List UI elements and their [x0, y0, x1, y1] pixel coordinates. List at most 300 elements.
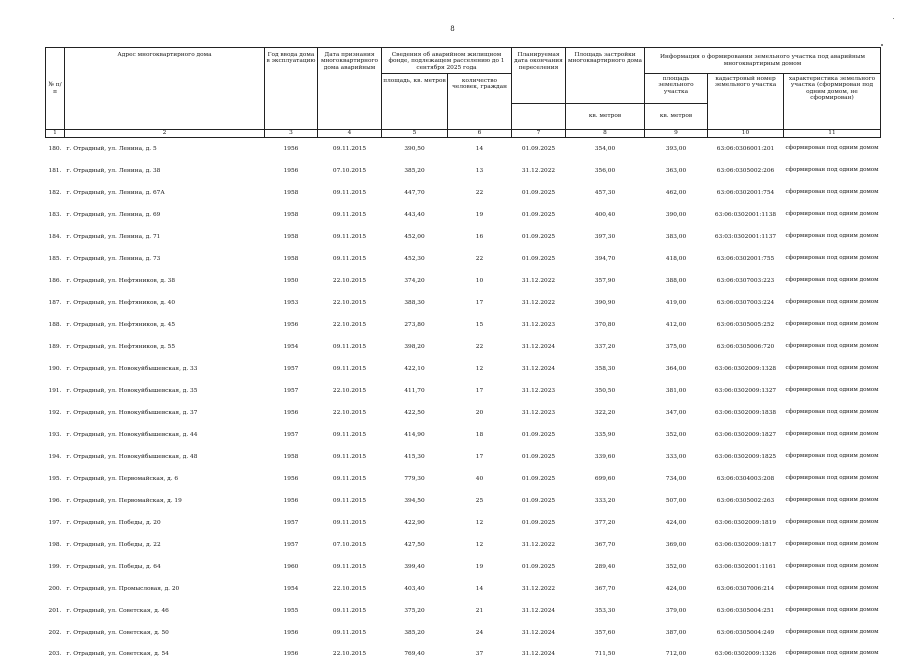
recognition-date-cell: 09.11.2015: [318, 468, 382, 490]
area-cell: 375,20: [382, 600, 448, 622]
table-row: [46, 292, 881, 314]
cadastral-cell: 63:06:0304003:208: [708, 468, 784, 490]
cadastral-cell: 63:06:0302009:1328: [708, 358, 784, 380]
resettle-date-cell: 31.12.2022: [512, 534, 566, 556]
row-number: 187.: [46, 292, 65, 314]
land-char-cell: сформирован под одним домом: [784, 314, 881, 336]
land-char-cell: сформирован под одним домом: [784, 578, 881, 600]
recognition-date-cell: 22.10.2015: [318, 314, 382, 336]
cadastral-cell: 63:06:0302009:1327: [708, 380, 784, 402]
build-area-cell: 377,20: [566, 512, 645, 534]
address-cell: г. Отрадный, ул. Ленина, д. 69: [65, 204, 265, 226]
build-area-cell: 367,70: [566, 578, 645, 600]
row-number: 203.: [46, 644, 65, 664]
people-cell: 18: [448, 424, 512, 446]
table-row: [46, 160, 881, 182]
year-cell: 1957: [265, 512, 318, 534]
land-char-cell: сформирован под одним домом: [784, 270, 881, 292]
build-area-cell: 357,90: [566, 270, 645, 292]
recognition-date-cell: 09.11.2015: [318, 490, 382, 512]
row-number: 189.: [46, 336, 65, 358]
people-cell: 22: [448, 182, 512, 204]
recognition-date-cell: 09.11.2015: [318, 622, 382, 644]
year-cell: 1956: [265, 490, 318, 512]
cadastral-cell: 63:06:0305005:252: [708, 314, 784, 336]
cadastral-cell: 63:06:0302001:1161: [708, 556, 784, 578]
address-cell: г. Отрадный, ул. Советская, д. 54: [65, 644, 265, 664]
table-row: [46, 380, 881, 402]
year-cell: 1957: [265, 534, 318, 556]
address-cell: г. Отрадный, ул. Советская, д. 46: [65, 600, 265, 622]
people-cell: 19: [448, 556, 512, 578]
row-number: 181.: [46, 160, 65, 182]
year-cell: 1957: [265, 424, 318, 446]
people-cell: 14: [448, 578, 512, 600]
year-cell: 1958: [265, 226, 318, 248]
recognition-date-cell: 22.10.2015: [318, 402, 382, 424]
build-area-cell: 457,30: [566, 182, 645, 204]
build-area-cell: 339,60: [566, 446, 645, 468]
year-cell: 1957: [265, 358, 318, 380]
area-cell: 399,40: [382, 556, 448, 578]
header-land-area: площадь земельного участка: [645, 74, 708, 104]
cadastral-cell: 63:06:0305004:251: [708, 600, 784, 622]
row-number: 201.: [46, 600, 65, 622]
build-area-cell: 333,20: [566, 490, 645, 512]
recognition-date-cell: 07.10.2015: [318, 160, 382, 182]
recognition-date-cell: 09.11.2015: [318, 512, 382, 534]
table-row: [46, 622, 881, 644]
address-cell: г. Отрадный, ул. Победы, д. 64: [65, 556, 265, 578]
row-number: 185.: [46, 248, 65, 270]
area-cell: 398,20: [382, 336, 448, 358]
address-cell: г. Отрадный, ул. Нефтяников, д. 45: [65, 314, 265, 336]
resettle-date-cell: 01.09.2025: [512, 248, 566, 270]
people-cell: 12: [448, 512, 512, 534]
header-people-count: количество человек, граждан: [448, 74, 512, 130]
land-char-cell: сформирован под одним домом: [784, 160, 881, 182]
build-area-cell: 350,50: [566, 380, 645, 402]
address-cell: г. Отрадный, ул. Ленина, д. 38: [65, 160, 265, 182]
cadastral-cell: 63:06:0302009:1819: [708, 512, 784, 534]
row-number: 180.: [46, 138, 65, 161]
resettle-date-cell: 01.09.2025: [512, 490, 566, 512]
land-char-cell: сформирован под одним домом: [784, 248, 881, 270]
table-row: [46, 226, 881, 248]
address-cell: г. Отрадный, ул. Нефтяников, д. 38: [65, 270, 265, 292]
land-char-cell: сформирован под одним домом: [784, 468, 881, 490]
table-row: [46, 578, 881, 600]
land-area-cell: 369,00: [645, 534, 708, 556]
people-cell: 12: [448, 358, 512, 380]
table-row: [46, 490, 881, 512]
recognition-date-cell: 09.11.2015: [318, 424, 382, 446]
land-char-cell: сформирован под одним домом: [784, 182, 881, 204]
area-cell: 415,30: [382, 446, 448, 468]
area-cell: 422,10: [382, 358, 448, 380]
build-area-cell: 394,70: [566, 248, 645, 270]
area-cell: 443,40: [382, 204, 448, 226]
cadastral-cell: 63:06:0302001:755: [708, 248, 784, 270]
land-area-cell: 387,00: [645, 622, 708, 644]
recognition-date-cell: 09.11.2015: [318, 600, 382, 622]
year-cell: 1958: [265, 182, 318, 204]
recognition-date-cell: 07.10.2015: [318, 534, 382, 556]
header-year: Год ввода дома в эксплуатацию: [265, 48, 318, 130]
area-cell: 403,40: [382, 578, 448, 600]
area-cell: 390,50: [382, 138, 448, 161]
area-cell: 422,50: [382, 402, 448, 424]
cadastral-cell: 63:06:0307003:223: [708, 270, 784, 292]
cadastral-cell: 63:06:0302001:1138: [708, 204, 784, 226]
build-area-cell: 358,30: [566, 358, 645, 380]
people-cell: 12: [448, 534, 512, 556]
year-cell: 1956: [265, 622, 318, 644]
address-cell: г. Отрадный, ул. Новокуйбышевская, д. 48: [65, 446, 265, 468]
land-char-cell: сформирован под одним домом: [784, 446, 881, 468]
cadastral-cell: 63:06:0302009:1825: [708, 446, 784, 468]
land-area-cell: 390,00: [645, 204, 708, 226]
header-address: Адрес многоквартирного дома: [65, 48, 265, 130]
header-resettle-date: Планируемая дата окончания переселения: [512, 48, 566, 104]
people-cell: 17: [448, 446, 512, 468]
resettle-date-cell: 01.09.2025: [512, 138, 566, 161]
address-cell: г. Отрадный, ул. Ленина, д. 67А: [65, 182, 265, 204]
land-area-cell: 507,00: [645, 490, 708, 512]
header-unit-land: кв. метров: [645, 104, 708, 130]
table-row: [46, 336, 881, 358]
land-area-cell: 388,00: [645, 270, 708, 292]
people-cell: 22: [448, 336, 512, 358]
land-area-cell: 379,00: [645, 600, 708, 622]
area-cell: 385,20: [382, 622, 448, 644]
column-number: 7: [512, 130, 566, 138]
land-area-cell: 352,00: [645, 556, 708, 578]
land-char-cell: сформирован под одним домом: [784, 402, 881, 424]
build-area-cell: 353,30: [566, 600, 645, 622]
address-cell: г. Отрадный, ул. Нефтяников, д. 55: [65, 336, 265, 358]
address-cell: г. Отрадный, ул. Промысловая, д. 20: [65, 578, 265, 600]
year-cell: 1950: [265, 270, 318, 292]
cadastral-cell: 63:06:0302009:1817: [708, 534, 784, 556]
build-area-cell: 289,40: [566, 556, 645, 578]
address-cell: г. Отрадный, ул. Новокуйбышевская, д. 44: [65, 424, 265, 446]
build-area-cell: 699,60: [566, 468, 645, 490]
land-area-cell: 393,00: [645, 138, 708, 161]
recognition-date-cell: 22.10.2015: [318, 292, 382, 314]
table-row: [46, 512, 881, 534]
cadastral-cell: 63:06:0302009:1326: [708, 644, 784, 664]
year-cell: 1960: [265, 556, 318, 578]
emergency-housing-table: [45, 47, 881, 664]
cadastral-cell: 63:06:0307006:214: [708, 578, 784, 600]
table-row: [46, 534, 881, 556]
table-row: [46, 270, 881, 292]
land-char-cell: сформирован под одним домом: [784, 424, 881, 446]
row-number: 194.: [46, 446, 65, 468]
recognition-date-cell: 22.10.2015: [318, 270, 382, 292]
area-cell: 427,50: [382, 534, 448, 556]
people-cell: 37: [448, 644, 512, 664]
column-number: 10: [708, 130, 784, 138]
cadastral-cell: 63:06:0305002:206: [708, 160, 784, 182]
resettle-date-cell: 31.12.2024: [512, 644, 566, 664]
address-cell: г. Отрадный, ул. Нефтяников, д. 40: [65, 292, 265, 314]
area-cell: 388,30: [382, 292, 448, 314]
cadastral-cell: 63:06:0307003:224: [708, 292, 784, 314]
resettle-date-cell: 01.09.2025: [512, 226, 566, 248]
header-unit-build: кв. метров: [566, 104, 645, 130]
column-number: 5: [382, 130, 448, 138]
area-cell: 385,20: [382, 160, 448, 182]
column-number-row: [46, 130, 881, 138]
row-number: 184.: [46, 226, 65, 248]
row-number: 182.: [46, 182, 65, 204]
land-area-cell: 352,00: [645, 424, 708, 446]
resettle-date-cell: 01.09.2025: [512, 204, 566, 226]
land-char-cell: сформирован под одним домом: [784, 380, 881, 402]
people-cell: 24: [448, 622, 512, 644]
recognition-date-cell: 09.11.2015: [318, 138, 382, 161]
table-row: [46, 402, 881, 424]
build-area-cell: 337,20: [566, 336, 645, 358]
year-cell: 1956: [265, 160, 318, 182]
recognition-date-cell: 09.11.2015: [318, 446, 382, 468]
people-cell: 21: [448, 600, 512, 622]
recognition-date-cell: 09.11.2015: [318, 358, 382, 380]
land-area-cell: 462,00: [645, 182, 708, 204]
address-cell: г. Отрадный, ул. Первомайская, д. 19: [65, 490, 265, 512]
table-row: [46, 644, 881, 664]
cadastral-cell: 63:06:0306001:201: [708, 138, 784, 161]
land-area-cell: 333,00: [645, 446, 708, 468]
people-cell: 40: [448, 468, 512, 490]
area-cell: 779,30: [382, 468, 448, 490]
resettle-date-cell: 01.09.2025: [512, 512, 566, 534]
row-number: 197.: [46, 512, 65, 534]
scan-speck: [881, 44, 883, 46]
table-body: [46, 138, 881, 664]
table-row: [46, 556, 881, 578]
header-recognition-date: Дата признания многоквартирного дома аварийным: [318, 48, 382, 130]
land-char-cell: сформирован под одним домом: [784, 336, 881, 358]
build-area-cell: 335,90: [566, 424, 645, 446]
land-char-cell: сформирован под одним домом: [784, 600, 881, 622]
land-area-cell: 712,00: [645, 644, 708, 664]
build-area-cell: 357,60: [566, 622, 645, 644]
people-cell: 25: [448, 490, 512, 512]
address-cell: г. Отрадный, ул. Победы, д. 22: [65, 534, 265, 556]
year-cell: 1958: [265, 446, 318, 468]
resettle-date-cell: 31.12.2024: [512, 358, 566, 380]
build-area-cell: 354,00: [566, 138, 645, 161]
column-number: 1: [46, 130, 65, 138]
area-cell: 447,70: [382, 182, 448, 204]
address-cell: г. Отрадный, ул. Новокуйбышевская, д. 33: [65, 358, 265, 380]
land-char-cell: сформирован под одним домом: [784, 622, 881, 644]
resettle-date-cell: 31.12.2023: [512, 380, 566, 402]
address-cell: г. Отрадный, ул. Новокуйбышевская, д. 35: [65, 380, 265, 402]
address-cell: г. Отрадный, ул. Ленина, д. 71: [65, 226, 265, 248]
land-area-cell: 424,00: [645, 512, 708, 534]
year-cell: 1954: [265, 336, 318, 358]
row-number: 190.: [46, 358, 65, 380]
land-char-cell: сформирован под одним домом: [784, 292, 881, 314]
people-cell: 17: [448, 292, 512, 314]
land-char-cell: сформирован под одним домом: [784, 226, 881, 248]
address-cell: г. Отрадный, ул. Новокуйбышевская, д. 37: [65, 402, 265, 424]
row-number: 183.: [46, 204, 65, 226]
build-area-cell: 356,00: [566, 160, 645, 182]
people-cell: 19: [448, 204, 512, 226]
recognition-date-cell: 09.11.2015: [318, 248, 382, 270]
people-cell: 14: [448, 138, 512, 161]
area-cell: 394,50: [382, 490, 448, 512]
column-number: 6: [448, 130, 512, 138]
recognition-date-cell: 09.11.2015: [318, 556, 382, 578]
page-number: 8: [0, 25, 905, 33]
column-number: 3: [265, 130, 318, 138]
resettle-date-cell: 31.12.2022: [512, 270, 566, 292]
table-row: [46, 600, 881, 622]
build-area-cell: 367,70: [566, 534, 645, 556]
table-row: [46, 468, 881, 490]
land-char-cell: сформирован под одним домом: [784, 138, 881, 161]
column-number: 2: [65, 130, 265, 138]
people-cell: 20: [448, 402, 512, 424]
recognition-date-cell: 09.11.2015: [318, 336, 382, 358]
row-number: 193.: [46, 424, 65, 446]
header-land-group: Информация о формировании земельного участка под аварийным многоквартирным домом: [645, 48, 881, 74]
recognition-date-cell: 22.10.2015: [318, 644, 382, 664]
cadastral-cell: 63:06:0305006:720: [708, 336, 784, 358]
cadastral-cell: 63:03:0302001:1137: [708, 226, 784, 248]
address-cell: г. Отрадный, ул. Ленина, д. 5: [65, 138, 265, 161]
land-char-cell: сформирован под одним домом: [784, 490, 881, 512]
address-cell: г. Отрадный, ул. Победы, д. 20: [65, 512, 265, 534]
table-row: [46, 182, 881, 204]
land-area-cell: 424,00: [645, 578, 708, 600]
area-cell: 422,90: [382, 512, 448, 534]
row-number: 199.: [46, 556, 65, 578]
people-cell: 17: [448, 380, 512, 402]
land-char-cell: сформирован под одним домом: [784, 204, 881, 226]
land-area-cell: 419,00: [645, 292, 708, 314]
resettle-date-cell: 31.12.2024: [512, 336, 566, 358]
row-number: 188.: [46, 314, 65, 336]
land-area-cell: 375,00: [645, 336, 708, 358]
row-number: 192.: [46, 402, 65, 424]
row-number: 186.: [46, 270, 65, 292]
header-land-char: характеристика земельного участка (сформирован под одним домом, не сформирован): [784, 74, 881, 130]
row-number: 195.: [46, 468, 65, 490]
land-area-cell: 418,00: [645, 248, 708, 270]
area-cell: 452,30: [382, 248, 448, 270]
table-row: [46, 446, 881, 468]
build-area-cell: 397,30: [566, 226, 645, 248]
build-area-cell: 322,20: [566, 402, 645, 424]
recognition-date-cell: 22.10.2015: [318, 578, 382, 600]
land-area-cell: 363,00: [645, 160, 708, 182]
resettle-date-cell: 31.12.2023: [512, 402, 566, 424]
recognition-date-cell: 09.11.2015: [318, 226, 382, 248]
year-cell: 1953: [265, 292, 318, 314]
build-area-cell: 370,80: [566, 314, 645, 336]
address-cell: г. Отрадный, ул. Первомайская, д. 6: [65, 468, 265, 490]
address-cell: г. Отрадный, ул. Советская, д. 50: [65, 622, 265, 644]
cadastral-cell: 63:06:0302009:1838: [708, 402, 784, 424]
area-cell: 414,90: [382, 424, 448, 446]
year-cell: 1956: [265, 314, 318, 336]
cadastral-cell: 63:06:0305004:249: [708, 622, 784, 644]
resettle-date-cell: 31.12.2022: [512, 292, 566, 314]
land-char-cell: сформирован под одним домом: [784, 358, 881, 380]
build-area-cell: 390,90: [566, 292, 645, 314]
resettle-date-cell: 01.09.2025: [512, 182, 566, 204]
header-cadastral: кадастровый номер земельного участка: [708, 74, 784, 130]
resettle-date-cell: 31.12.2024: [512, 600, 566, 622]
resettle-date-cell: 31.12.2023: [512, 314, 566, 336]
people-cell: 15: [448, 314, 512, 336]
land-area-cell: 364,00: [645, 358, 708, 380]
build-area-cell: 711,50: [566, 644, 645, 664]
land-char-cell: сформирован под одним домом: [784, 556, 881, 578]
people-cell: 10: [448, 270, 512, 292]
year-cell: 1955: [265, 600, 318, 622]
cadastral-cell: 63:06:0305002:263: [708, 490, 784, 512]
resettle-date-cell: 31.12.2022: [512, 578, 566, 600]
row-number: 191.: [46, 380, 65, 402]
people-cell: 22: [448, 248, 512, 270]
area-cell: 452,00: [382, 226, 448, 248]
row-number: 196.: [46, 490, 65, 512]
year-cell: 1956: [265, 644, 318, 664]
resettle-date-cell: 01.09.2025: [512, 424, 566, 446]
resettle-date-cell: 31.12.2022: [512, 160, 566, 182]
table-row: [46, 314, 881, 336]
header-build-area: Площадь застройки многоквартирного дома: [566, 48, 645, 104]
land-area-cell: 347,00: [645, 402, 708, 424]
table-row: [46, 204, 881, 226]
table-row: [46, 424, 881, 446]
land-area-cell: 734,00: [645, 468, 708, 490]
header-resettle-blank: [512, 104, 566, 130]
area-cell: 411,70: [382, 380, 448, 402]
year-cell: 1957: [265, 380, 318, 402]
row-number: 198.: [46, 534, 65, 556]
recognition-date-cell: 09.11.2015: [318, 204, 382, 226]
header-num: № п/п: [46, 48, 65, 130]
column-number: 8: [566, 130, 645, 138]
row-number: 200.: [46, 578, 65, 600]
recognition-date-cell: 22.10.2015: [318, 380, 382, 402]
resettle-date-cell: 01.09.2025: [512, 446, 566, 468]
header-info-group: Сведения об аварийном жилищном фонде, подлежащем расселению до 1 сентября 2025 года: [382, 48, 512, 74]
table-row: [46, 358, 881, 380]
people-cell: 16: [448, 226, 512, 248]
scan-speck: [893, 18, 894, 19]
area-cell: 374,20: [382, 270, 448, 292]
cadastral-cell: 63:06:0302009:1827: [708, 424, 784, 446]
area-cell: 273,80: [382, 314, 448, 336]
year-cell: 1958: [265, 204, 318, 226]
land-char-cell: сформирован под одним домом: [784, 534, 881, 556]
land-area-cell: 383,00: [645, 226, 708, 248]
people-cell: 13: [448, 160, 512, 182]
resettle-date-cell: 01.09.2025: [512, 468, 566, 490]
address-cell: г. Отрадный, ул. Ленина, д. 73: [65, 248, 265, 270]
year-cell: 1958: [265, 248, 318, 270]
